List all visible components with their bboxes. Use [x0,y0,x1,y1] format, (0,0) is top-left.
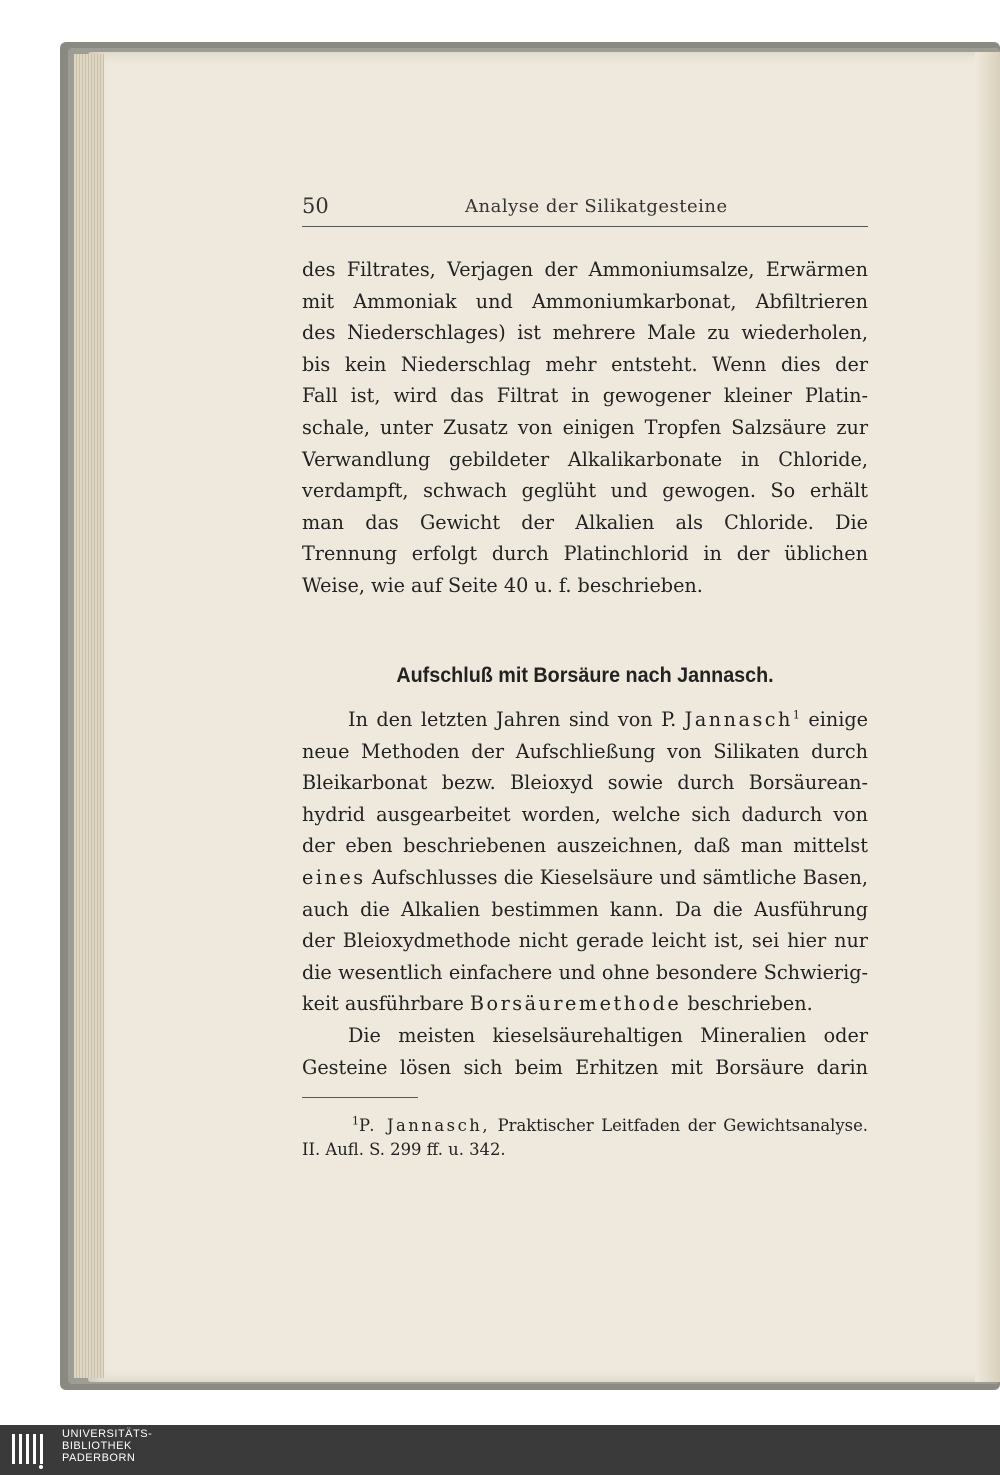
library-name-line: UNIVERSITÄTS- [62,1428,153,1440]
text-line: verdampft, schwach geglüht und gewogen. So erhält [302,479,868,503]
text-fragment: Praktischer Leitfaden der Gewichtsanalyse. [490,1116,869,1135]
text-line: mit Ammoniak und Ammoniumkarbonat, Abfiltrieren [302,289,868,313]
text-line: Gesteine lösen sich beim Erhitzen mit Borsäure darin [302,1055,868,1079]
library-logo-icon [10,1430,50,1470]
text-line: die wesentlich einfachere und ohne besondere Schwierig- [302,960,868,984]
text-fragment: In den letzten Jahren sind von P. [348,708,685,731]
text-line: Weise, wie auf Seite 40 u. f. beschrieben. [302,573,703,597]
text-line [302,862,868,894]
footnote [302,1114,868,1162]
spaced-word: Borsäuremethode [469,992,682,1016]
text-fragment: beschrieben. [681,992,813,1016]
page-header [302,190,868,220]
footnote-marker: 1 [352,1114,359,1128]
text-line: bis kein Niederschlag mehr entsteht. Wenn dies der [302,352,868,376]
text-line: der Bleioxydmethode nicht gerade leicht ist, sei hier nur [302,929,868,953]
text-line: der eben beschriebenen auszeichnen, daß man mittelst [302,834,868,858]
text-line: Die meisten kieselsäurehaltigen Mineralien oder [348,1023,868,1047]
library-name [62,1428,152,1464]
footnote-rule [302,1097,418,1098]
text-line: auch die Alkalien bestimmen kann. Da die Ausführung [302,897,868,921]
footnote-line: II. Aufl. S. 299 ff. u. 342. [302,1140,506,1159]
running-head: Analyse der Silikatgesteine [465,196,728,217]
author-name-spaced: Jannasch [684,708,793,731]
page-number: 50 [302,194,329,218]
header-rule [302,226,868,227]
text-line: Fall ist, wird das Filtrat in gewogener kleiner Platin- [302,384,868,408]
text-line: neue Methoden der Aufschließung von Silikaten durch [302,739,868,763]
text-line: hydrid ausgearbeitet worden, welche sich dadurch von [302,802,868,826]
text-line: schale, unter Zusatz von einigen Tropfen Salzsäure zur [302,415,868,439]
text-line: Trennung erfolgt durch Platinchlorid in der üblichen [302,542,868,566]
footnote-marker: 1 [792,708,800,722]
library-name-line: BIBLIOTHEK [62,1440,132,1452]
text-line: man das Gewicht der Alkalien als Chloride. Die [302,510,868,534]
text-line: Verwandlung gebildeter Alkalikarbonate in Chloride, [302,447,868,471]
section-heading: Aufschluß mit Borsäure nach Jannasch. [396,664,774,687]
text-line [302,704,868,736]
library-name-line: PADERBORN [62,1452,136,1464]
paragraph-1 [302,254,868,602]
text-fragment: keit ausführbare [302,992,470,1016]
text-fragment: Aufschlusses die Kieselsäure und sämtliche Basen, [365,865,868,889]
page-right-edge [975,52,1000,1382]
text-line: des Niederschlages) ist mehrere Male zu wiederholen, [302,321,868,345]
footnote-line [302,1114,868,1138]
text-line: des Filtrates, Verjagen der Ammoniumsalze, Erwärmen [302,258,868,281]
paragraph-2 [302,704,868,1083]
spaced-word: eines [302,865,366,889]
page-edges [74,54,104,1378]
author-name-spaced: P. Jannasch, [359,1116,491,1135]
text-line [302,988,868,1020]
text-fragment: einige [799,708,868,731]
text-line: Bleikarbonat bezw. Bleioxyd sowie durch Borsäurean- [302,771,868,795]
